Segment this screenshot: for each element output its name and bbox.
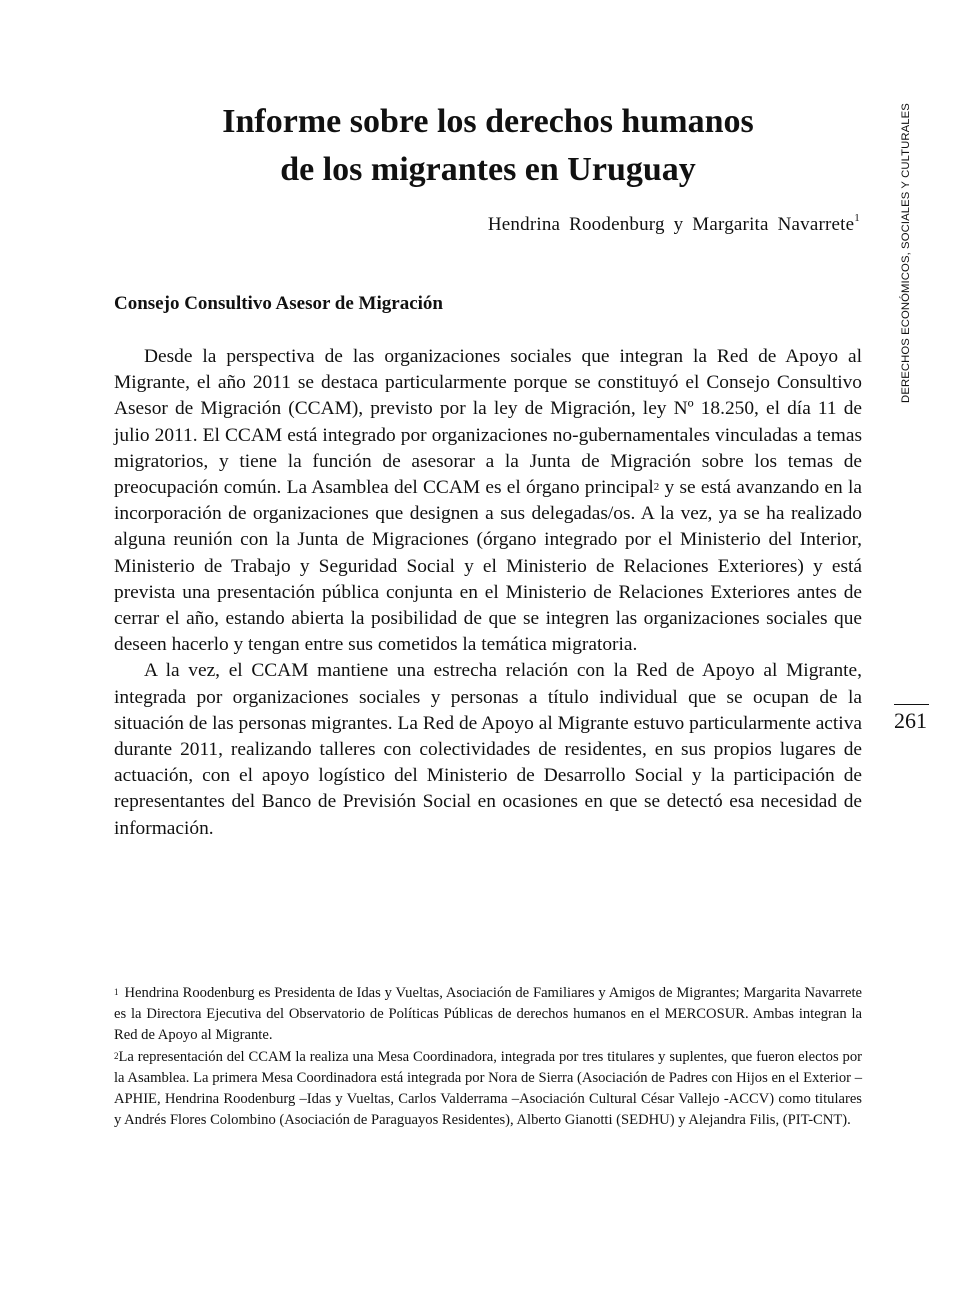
body-text xyxy=(114,344,862,842)
footnote-2-text: La representación del CCAM la realiza una Mesa Coordinadora, integrada por tres titulares y suplentes, que fueron electos por la Asamblea. La primera Mesa Coordinadora está integrada por Nora de Sierra (Asociación de Padres con Hijos en el Exterior –APHIE, Hendrina Roodenburg –Idas y Vueltas, Carlos Valderrama –Asociación Cultural César Vallejo -ACCV) como titulares y Andrés Flores Colombino (Asociación de Paraguayos Residentes), Alberto Gianotti (SEDHU) y Alejandra Filis, (PIT-CNT). xyxy=(114,1048,862,1129)
paragraph-1-part-a: Desde la perspectiva de las organizaciones sociales que integran la Red de Apoyo al Migrante, el año 2011 se destaca particularmente porque se constituyó el Consejo Consultivo Asesor de Migración (CCAM), previsto por la ley de Migración, ley Nº 18.250, el día 11 de julio 2011. El CCAM está integrado por organizaciones no-gubernamentales vinculadas a temas migratorios, y tiene la función de asesorar a la Junta de Migración sobre los temas de preocupación común. La Asamblea del CCAM es el órgano principal xyxy=(114,346,862,499)
footnote-1-mark: 1 xyxy=(114,987,119,997)
footnote-2 xyxy=(114,1047,862,1132)
footnote-ref-2: 2 xyxy=(653,481,660,494)
authors-byline xyxy=(488,214,860,236)
footnotes xyxy=(114,983,862,1131)
page-number-rule xyxy=(894,704,929,705)
footnote-1 xyxy=(114,983,862,1047)
paragraph-1 xyxy=(114,344,862,658)
paragraph-1-part-b: y se está avanzando en la incorporación de organizaciones que designen a sus delegadas/os. A la vez, ya se ha realizado alguna reunión con la Junta de Migraciones (órgano integrado por el Ministerio del Interior, Ministerio de Trabajo y Seguridad Social y el Ministerio de Relaciones Exteriores) y está prevista una presentación pública conjunta en el Ministerio de Relaciones Exteriores antes de cerrar el año, estando abierta la posibilidad de que se integren las organizaciones sociales que deseen hacerlo y tengan entre sus cometidos la temática migratoria. xyxy=(114,477,862,656)
running-section-label xyxy=(896,102,916,404)
running-section-label-text: DERECHOS ECONÓMICOS, SOCIALES Y CULTURALES xyxy=(900,103,912,403)
footnote-2-mark: 2 xyxy=(114,1050,119,1061)
title-line-2: de los migrantes en Uruguay xyxy=(280,151,696,188)
title-line-1: Informe sobre los derechos humanos xyxy=(222,103,754,140)
authors-names: Hendrina Roodenburg y Margarita Navarrete xyxy=(487,214,855,235)
paragraph-2: A la vez, el CCAM mantiene una estrecha relación con la Red de Apoyo al Migrante, integrada por organizaciones sociales y personas a título individual que se ocupan de la situación de las personas migrantes. La Red de Apoyo al Migrante estuvo particularmente activa durante 2011, realizando talleres con colectividades de residentes, en sus propios lugares de actuación, con el apoyo logístico del Ministerio de Desarrollo Social y la participación de representantes del Banco de Previsión Social en ocasiones en que se detectó esa necesidad de información. xyxy=(114,660,862,839)
authors-footnote-ref: 1 xyxy=(854,212,860,224)
footnote-1-text: Hendrina Roodenburg es Presidenta de Idas y Vueltas, Asociación de Familiares y Amigos de Migrantes; Margarita Navarrete es la Directora Ejecutiva del Observatorio de Políticas Públicas de derechos humanos en el MERCOSUR. Ambas integran la Red de Apoyo al Migrante. xyxy=(114,985,862,1044)
page-number: 261 xyxy=(894,708,927,733)
article-title xyxy=(114,98,862,194)
section-heading: Consejo Consultivo Asesor de Migración xyxy=(114,293,443,314)
